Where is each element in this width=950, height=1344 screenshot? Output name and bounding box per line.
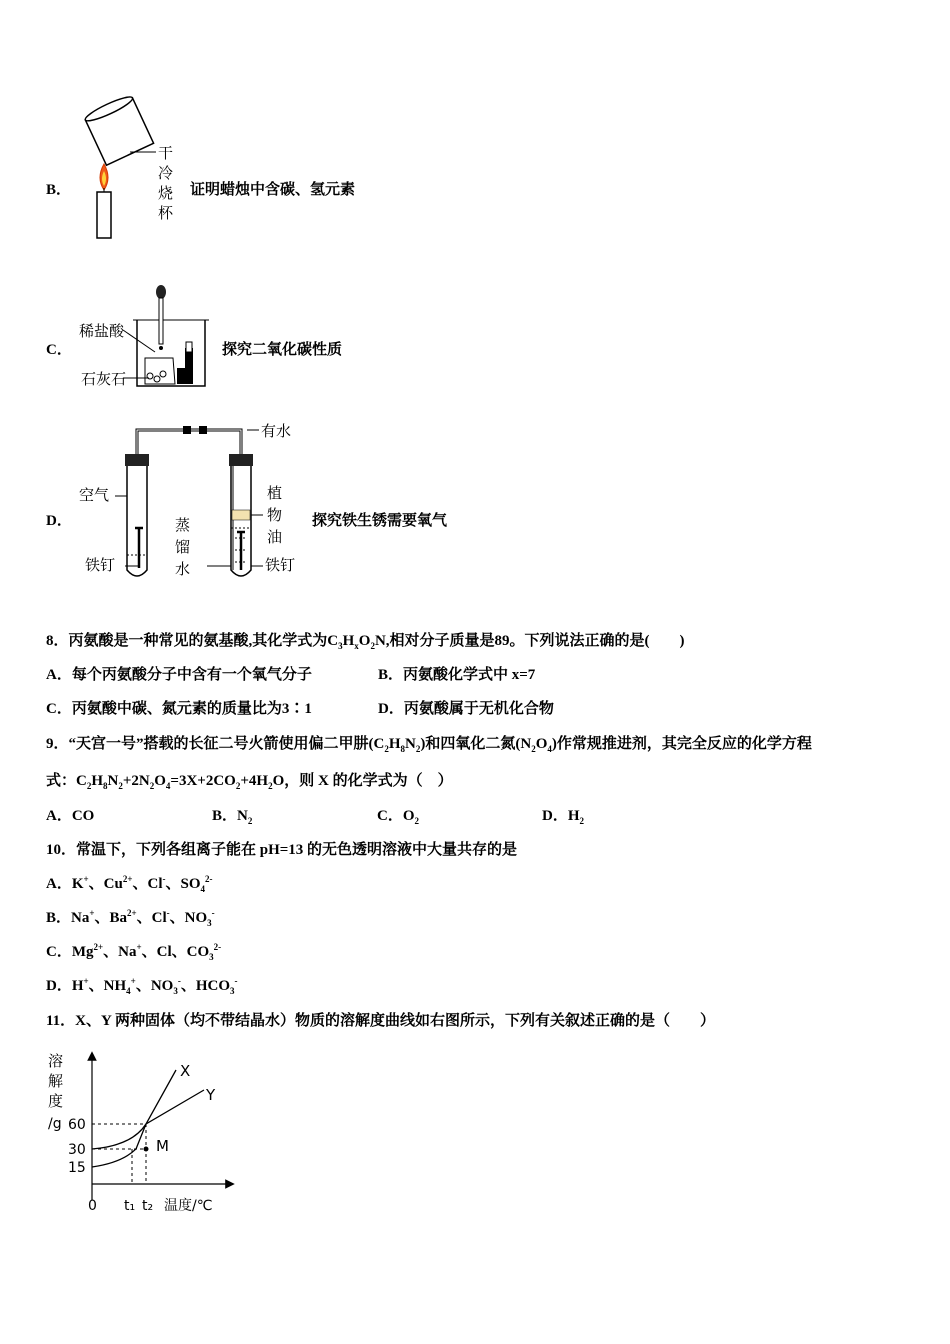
solubility-curve-chart [40, 1050, 260, 1220]
fig-label-wu: 物 [267, 506, 283, 524]
ylabel-char-2: 解 [48, 1072, 64, 1090]
q10-option-c: C．$Mg^{2+}$、Na+、Cl、$CO_3^{2-}$ [46, 942, 222, 962]
fig-label-gan: 干 [158, 144, 174, 162]
point-m [144, 1147, 149, 1152]
q8-option-a: A．每个丙氨酸分子中含有一个氧气分子 [46, 667, 312, 683]
y-tick-15: 15 [68, 1160, 86, 1176]
cold-beaker [83, 93, 153, 165]
fig-label-dilute-hcl: 稀盐酸 [79, 322, 125, 340]
ylabel-char-3: 度 [48, 1092, 64, 1110]
series-y-label: Y [206, 1086, 216, 1104]
q9-option-b: B．$N_2$ [212, 808, 253, 826]
series-x-label: X [180, 1062, 191, 1080]
option-b-label: 证明蜡烛中含碳、氢元素 [190, 182, 356, 198]
q10-stem: 10．常温下，下列各组离子能在 pH=13 的无色透明溶液中大量共存的是 [46, 842, 518, 858]
y-tick-30: 30 [68, 1142, 86, 1158]
x-tick-t2: t₂ [142, 1198, 154, 1214]
left-test-tube [127, 466, 147, 576]
q9-stem-line1: 9．“天宫一号”搭载的长征二号火箭使用偏二甲肼$(C_2H_8N_2)$和四氧化二氮$(N_2O_4)$作常规推进剂，其完全反应的化学方程 [46, 736, 812, 754]
fig-label-liu: 馏 [175, 538, 191, 556]
beaker-limestone-figure [75, 282, 215, 392]
fig-label-zhi: 植 [267, 484, 283, 502]
q10-option-b: B．Na+、$Ba^{2+}$、Cl-、$NO_3^-$ [46, 908, 215, 928]
iron-rust-test-tubes-figure [75, 420, 315, 590]
option-c-letter: C． [46, 342, 72, 358]
option-d-label: 探究铁生锈需要氧气 [312, 513, 448, 529]
fig-label-has-water: 有水 [261, 422, 292, 440]
q10-option-d: D．H+、$NH_4^+$、$NO_3^-$、$HCO_3^-$ [46, 976, 238, 996]
y-tick-60: 60 [68, 1117, 86, 1133]
xlabel: 温度/℃ [164, 1198, 213, 1214]
q8-option-d: D．丙氨酸属于无机化合物 [378, 701, 554, 717]
fig-label-iron-nail-right: 铁钉 [265, 556, 296, 574]
q8-stem: 8．丙氨酸是一种常见的氨基酸,其化学式为$C_3H_xO_2N$,相对分子质量是89。下列说法正确的是( ) [46, 633, 685, 651]
q8-option-c: C．丙氨酸中碳、氮元素的质量比为3∶1 [46, 701, 312, 717]
candle-cold-beaker-figure [70, 98, 190, 248]
fig-label-leng: 冷 [158, 164, 174, 182]
dropper-bulb [156, 285, 166, 299]
q9-option-c: C．$O_2$ [377, 808, 420, 826]
ylabel-char-4: /g [48, 1116, 62, 1132]
fig-label-shao: 烧 [158, 184, 174, 202]
q9-option-d: D．$H_2$ [542, 808, 585, 826]
q9-stem-line2: 式：$C_2H_8N_2+2N_2O_4=3X+2CO_2+4H_2O$，则 X 的化学式为（ ） [46, 773, 453, 791]
q9-option-a: A．CO [46, 808, 95, 824]
q8-option-b: B．丙氨酸化学式中 x=7 [378, 667, 536, 683]
fig-label-limestone: 石灰石 [81, 370, 127, 388]
option-c-label: 探究二氧化碳性质 [222, 342, 343, 358]
ylabel-char-1: 溶 [48, 1052, 64, 1070]
fig-label-bei: 杯 [158, 204, 174, 222]
q11-stem: 11．X、Y 两种固体（均不带结晶水）物质的溶解度曲线如右图所示，下列有关叙述正确的是（ ） [46, 1013, 716, 1029]
option-d-letter: D． [46, 513, 72, 529]
fig-label-shui: 水 [175, 560, 191, 578]
fig-label-iron-nail-left: 铁钉 [85, 556, 116, 574]
x-tick-t1: t₁ [124, 1198, 136, 1214]
dropper-tube [159, 298, 163, 344]
origin-label: 0 [88, 1198, 97, 1214]
q10-option-a: A．K+、$Cu^{2+}$、Cl-、$SO_4^{2-}$ [46, 874, 213, 894]
option-b-letter: B． [46, 182, 72, 198]
point-m-label: M [156, 1137, 169, 1155]
fig-label-air: 空气 [79, 486, 110, 504]
fig-label-you: 油 [267, 528, 283, 546]
candle [97, 192, 111, 238]
fig-label-zheng: 蒸 [175, 516, 191, 534]
